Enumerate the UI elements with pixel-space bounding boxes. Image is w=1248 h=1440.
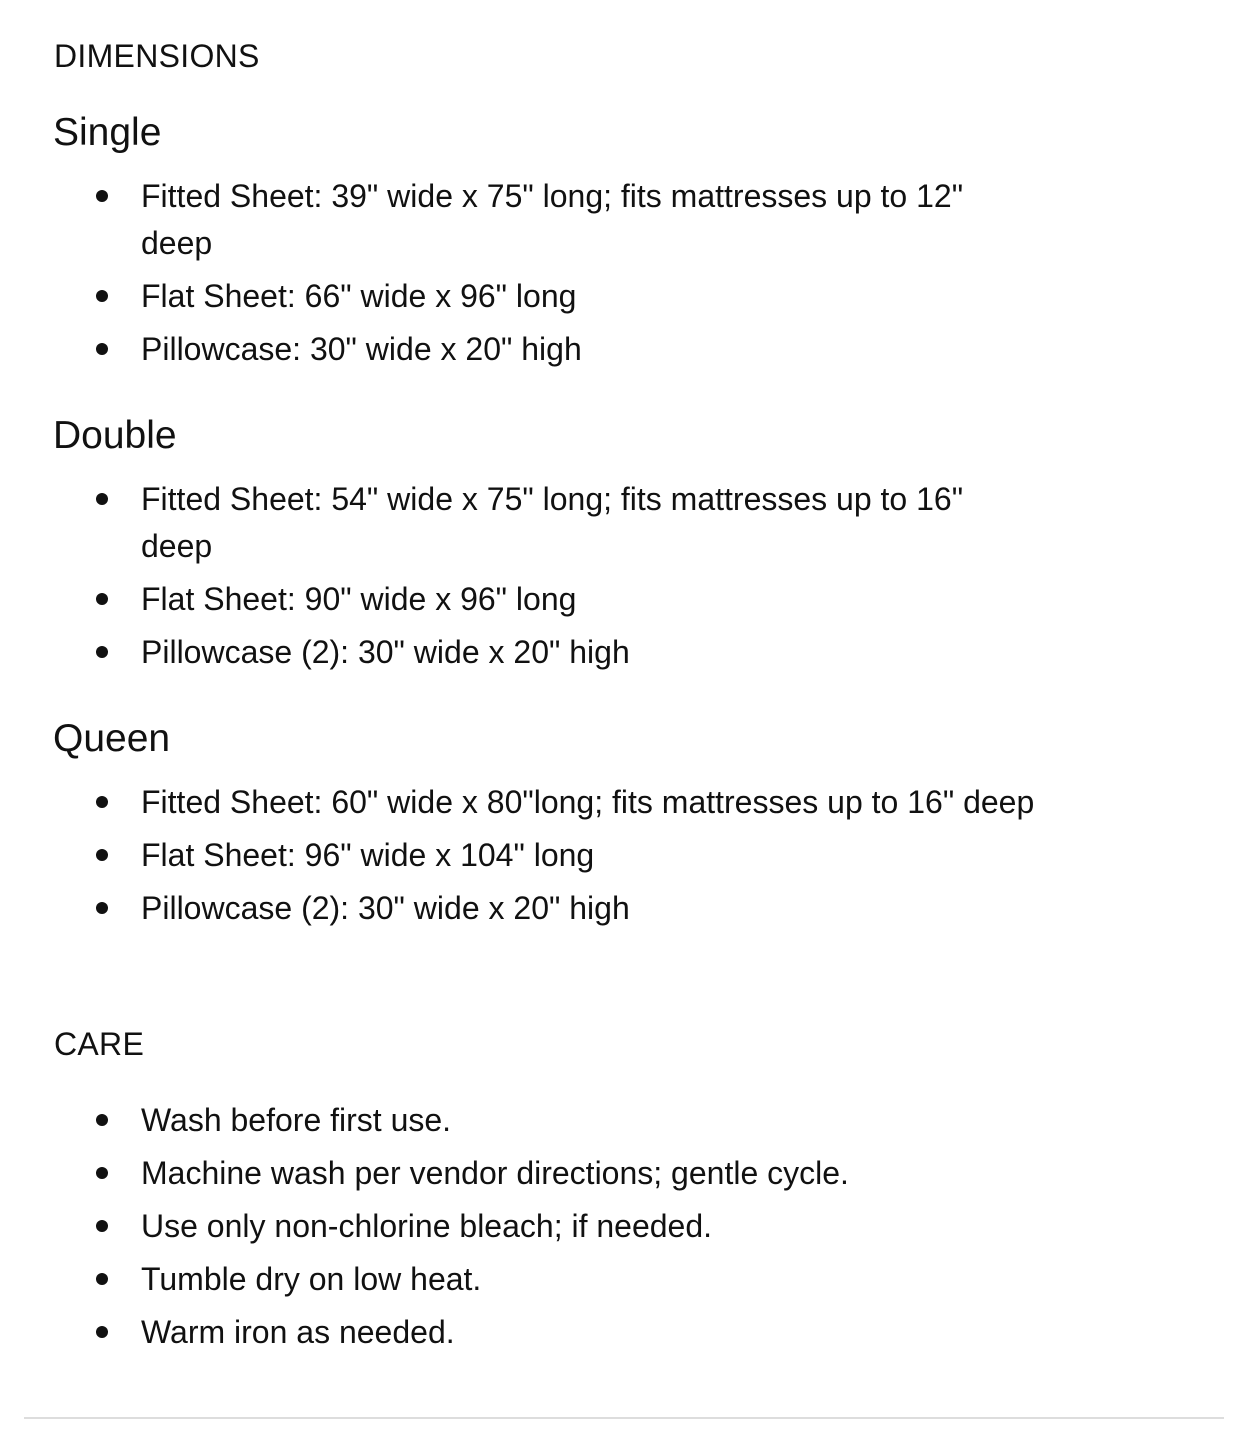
- list-item: [0, 273, 1041, 320]
- list-item: [0, 832, 1041, 879]
- list-item: [0, 576, 1041, 623]
- list-item: [0, 1256, 1041, 1303]
- list-item-text: Pillowcase: 30" wide x 20" high: [141, 331, 582, 367]
- list-item: [0, 1203, 1041, 1250]
- bullet-icon: [96, 1273, 108, 1285]
- list-item-text: Fitted Sheet: 60" wide x 80"long; fits mattresses up to 16" deep: [141, 784, 1035, 820]
- bullet-icon: [96, 190, 108, 202]
- bullet-icon: [96, 593, 108, 605]
- bullet-icon: [96, 1167, 108, 1179]
- bullet-icon: [96, 849, 108, 861]
- bullet-icon: [96, 1326, 108, 1338]
- bullet-icon: [96, 796, 108, 808]
- size-heading-single: Single: [53, 111, 162, 154]
- list-item: [0, 1097, 1041, 1144]
- care-list: [0, 1097, 1248, 1362]
- bullet-icon: [96, 343, 108, 355]
- list-item-text: Tumble dry on low heat.: [141, 1261, 482, 1297]
- list-item: [0, 173, 1041, 267]
- list-item: [0, 476, 1041, 570]
- list-item: [0, 326, 1041, 373]
- care-heading: CARE: [54, 1026, 145, 1062]
- list-item: [0, 885, 1041, 932]
- list-item: [0, 779, 1041, 826]
- list-item: [0, 629, 1041, 676]
- list-item-text: Fitted Sheet: 54" wide x 75" long; fits mattresses up to 16" deep: [141, 481, 964, 564]
- list-item: [0, 1309, 1041, 1356]
- bullet-icon: [96, 1220, 108, 1232]
- single-dimensions-list: [0, 173, 1248, 379]
- list-item-text: Flat Sheet: 90" wide x 96" long: [141, 581, 577, 617]
- bullet-icon: [96, 902, 108, 914]
- list-item-text: Machine wash per vendor directions; gentle cycle.: [141, 1155, 849, 1191]
- queen-dimensions-list: [0, 779, 1248, 938]
- bullet-icon: [96, 493, 108, 505]
- bullet-icon: [96, 646, 108, 658]
- size-heading-queen: Queen: [53, 717, 171, 760]
- double-dimensions-list: [0, 476, 1248, 682]
- dimensions-heading: DIMENSIONS: [54, 38, 260, 74]
- size-heading-double: Double: [53, 414, 177, 457]
- section-divider: [24, 1417, 1224, 1419]
- bullet-icon: [96, 290, 108, 302]
- list-item-text: Flat Sheet: 96" wide x 104" long: [141, 837, 595, 873]
- list-item-text: Fitted Sheet: 39" wide x 75" long; fits mattresses up to 12" deep: [141, 178, 964, 261]
- list-item-text: Pillowcase (2): 30" wide x 20" high: [141, 890, 630, 926]
- list-item: [0, 1150, 1041, 1197]
- list-item-text: Warm iron as needed.: [141, 1314, 455, 1350]
- bullet-icon: [96, 1114, 108, 1126]
- list-item-text: Wash before first use.: [141, 1102, 452, 1138]
- list-item-text: Use only non-chlorine bleach; if needed.: [141, 1208, 713, 1244]
- list-item-text: Pillowcase (2): 30" wide x 20" high: [141, 634, 630, 670]
- list-item-text: Flat Sheet: 66" wide x 96" long: [141, 278, 577, 314]
